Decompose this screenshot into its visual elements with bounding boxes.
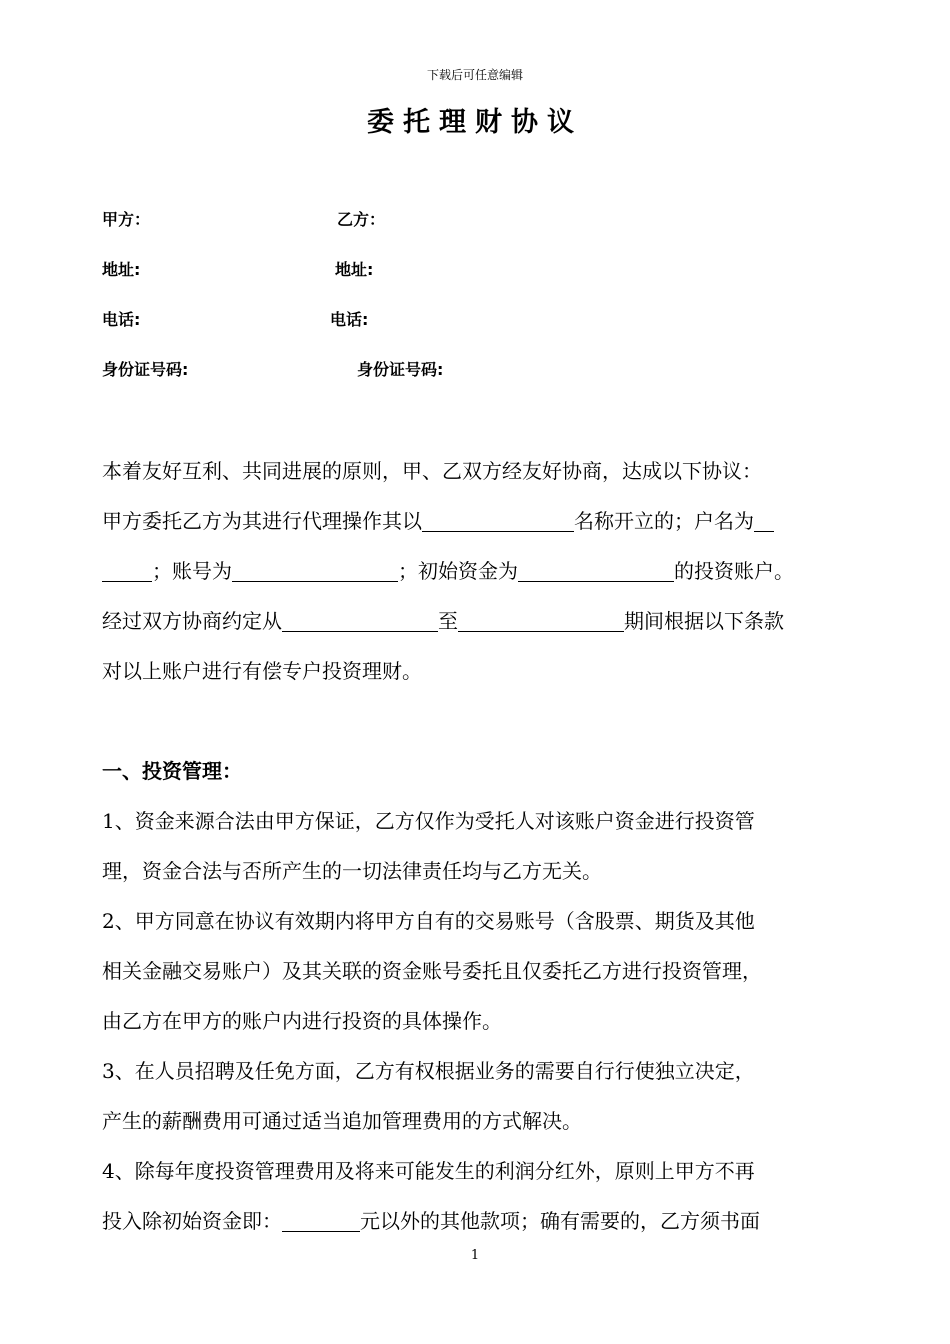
preamble-text: 至	[438, 609, 458, 633]
preamble-line-4	[102, 605, 784, 634]
section-1-heading: 一、投资管理：	[102, 759, 242, 783]
clause-text: 元以外的其他款项；确有需要的，乙方须书面	[360, 1209, 760, 1233]
clause-2-line-1: 2、甲方同意在协议有效期内将甲方自有的交易账号（含股票、期货及其他	[102, 909, 755, 933]
preamble-text: 期间根据以下条款	[624, 609, 784, 633]
clause-text: 投入除初始资金即：	[102, 1209, 282, 1233]
clause-3-line-1: 3、在人员招聘及任免方面，乙方有权根据业务的需要自行行使独立决定，	[102, 1059, 755, 1083]
preamble-text: 经过双方协商约定从	[102, 609, 282, 633]
blank-end-date	[458, 611, 624, 632]
blank-account-name	[422, 511, 574, 532]
preamble-line-3	[102, 555, 794, 584]
party-b-address-label: 地址:	[335, 260, 374, 279]
party-a-phone-label: 电话:	[102, 310, 141, 329]
blank-start-date	[282, 611, 438, 632]
clause-4-line-1: 4、除每年度投资管理费用及将来可能发生的利润分红外，原则上甲方不再	[102, 1159, 755, 1183]
clause-2-line-3: 由乙方在甲方的账户内进行投资的具体操作。	[102, 1009, 502, 1033]
preamble-text: 的投资账户。	[674, 559, 794, 583]
preamble-text: 甲方委托乙方为其进行代理操作其以	[102, 509, 422, 533]
party-b-phone-label: 电话:	[330, 310, 369, 329]
preamble-line-2	[102, 505, 774, 534]
preamble-text: ；账号为	[152, 559, 232, 583]
page-number: 1	[470, 1248, 480, 1263]
clause-3-line-2: 产生的薪酬费用可通过适当追加管理费用的方式解决。	[102, 1109, 582, 1133]
header-note: 下载后可任意编辑	[426, 68, 523, 82]
clause-4-line-2	[102, 1205, 760, 1234]
party-a-id-label: 身份证号码:	[102, 360, 189, 379]
party-a-name-label: 甲方：	[102, 210, 151, 229]
document-title: 委托理财协议	[367, 107, 583, 138]
blank-account-number	[232, 561, 398, 582]
preamble-text: ；初始资金为	[398, 559, 518, 583]
preamble-line-1: 本着友好互利、共同进展的原则，甲、乙双方经友好协商，达成以下协议：	[102, 459, 762, 483]
preamble-text: 名称开立的；户名为	[574, 509, 754, 533]
blank-holder-name	[754, 511, 774, 532]
clause-1-line-2: 理，资金合法与否所产生的一切法律责任均与乙方无关。	[102, 859, 602, 883]
party-a-address-label: 地址:	[102, 260, 141, 279]
party-b-name-label: 乙方：	[337, 210, 386, 229]
preamble-line-5: 对以上账户进行有偿专户投资理财。	[102, 659, 422, 683]
blank-holder-name-cont	[102, 561, 152, 582]
clause-2-line-2: 相关金融交易账户）及其关联的资金账号委托且仅委托乙方进行投资管理，	[102, 959, 762, 983]
party-b-id-label: 身份证号码:	[357, 360, 444, 379]
blank-initial-capital	[518, 561, 674, 582]
blank-initial-amount	[282, 1211, 360, 1232]
clause-1-line-1: 1、资金来源合法由甲方保证，乙方仅作为受托人对该账户资金进行投资管	[102, 809, 755, 833]
